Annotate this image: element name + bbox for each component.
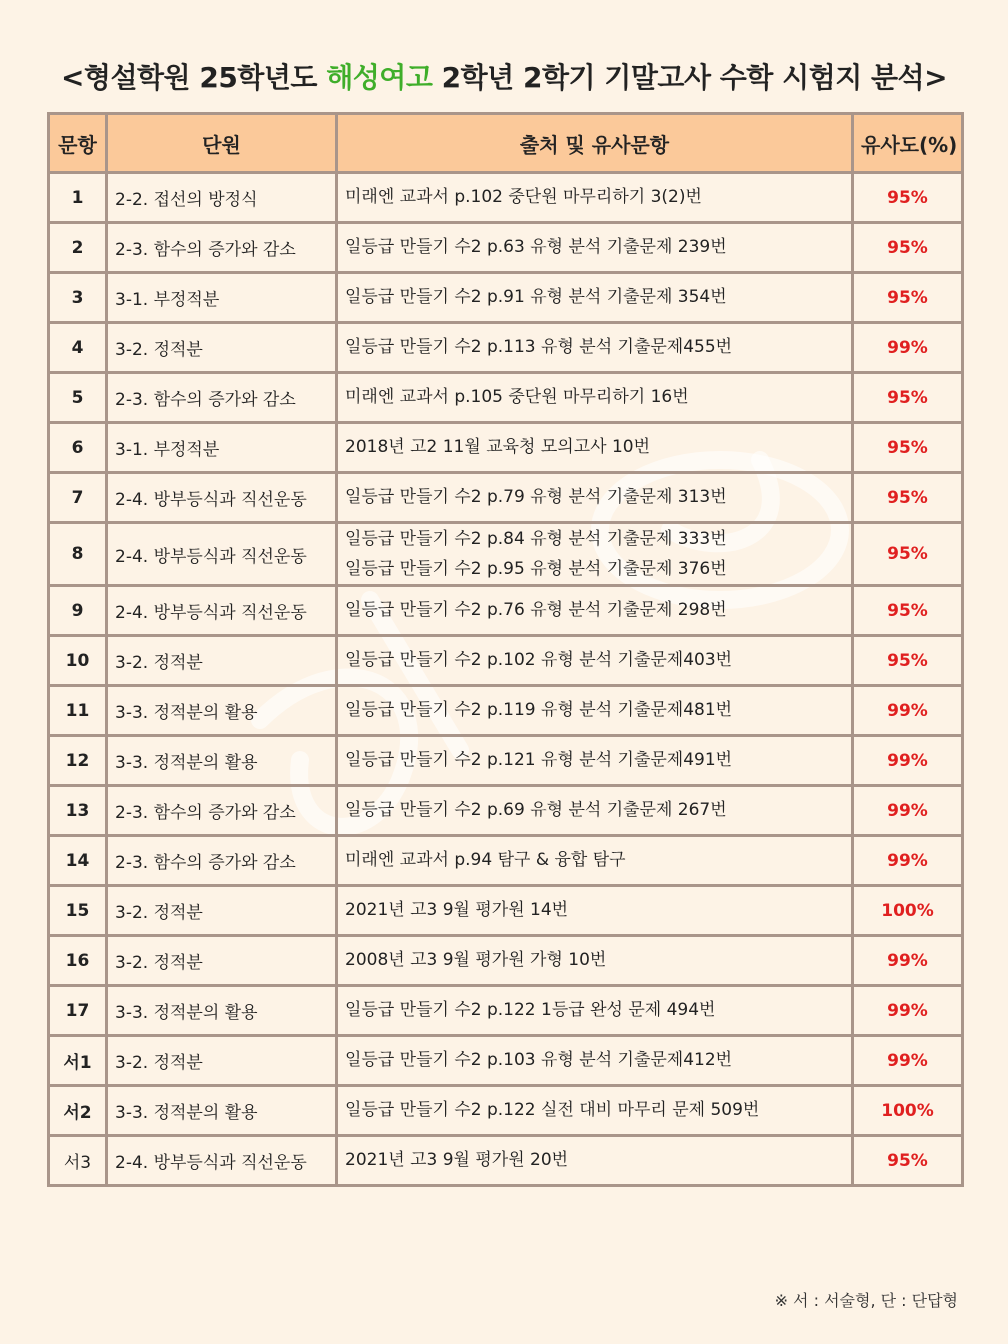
question-number: 서3 [49,1136,107,1186]
title-prefix: <형설학원 25학년도 [60,61,327,94]
table-row [49,173,963,223]
unit-cell: 3-2. 정적분 [107,323,337,373]
question-number: 2 [49,223,107,273]
source-line: 2021년 고3 9월 평가원 14번 [345,900,569,920]
table-row [49,323,963,373]
question-number: 9 [49,586,107,636]
source-cell [337,636,853,686]
source-cell [337,223,853,273]
table-row [49,373,963,423]
unit-cell: 2-3. 함수의 증가와 감소 [107,223,337,273]
header-number: 문항 [49,114,107,173]
unit-cell: 3-3. 정적분의 활용 [107,986,337,1036]
source-cell [337,423,853,473]
source-cell [337,786,853,836]
question-number: 4 [49,323,107,373]
question-number: 16 [49,936,107,986]
unit-cell: 3-3. 정적분의 활용 [107,736,337,786]
similarity-cell: 95% [853,173,963,223]
table-row [49,986,963,1036]
source-cell [337,323,853,373]
source-line: 일등급 만들기 수2 p.103 유형 분석 기출문제412번 [345,1050,733,1070]
source-cell [337,886,853,936]
unit-cell: 3-3. 정적분의 활용 [107,1086,337,1136]
source-line: 일등급 만들기 수2 p.121 유형 분석 기출문제491번 [345,750,733,770]
unit-cell: 2-4. 방부등식과 직선운동 [107,473,337,523]
header-similarity: 유사도(%) [853,114,963,173]
similarity-cell: 99% [853,786,963,836]
question-number: 3 [49,273,107,323]
similarity-cell: 100% [853,1086,963,1136]
source-line: 일등급 만들기 수2 p.122 실전 대비 마무리 문제 509번 [345,1100,760,1120]
source-cell [337,686,853,736]
title-suffix: 2학년 2학기 기말고사 수학 시험지 분석> [432,61,948,94]
source-cell [337,836,853,886]
source-cell [337,523,853,586]
source-cell [337,1036,853,1086]
source-cell [337,736,853,786]
unit-cell: 3-2. 정적분 [107,936,337,986]
question-number: 1 [49,173,107,223]
source-cell [337,986,853,1036]
source-cell [337,473,853,523]
source-cell [337,1136,853,1186]
similarity-cell: 95% [853,586,963,636]
question-number: 15 [49,886,107,936]
source-line: 미래엔 교과서 p.105 중단원 마무리하기 16번 [345,387,689,407]
table-row [49,736,963,786]
unit-cell: 2-4. 방부등식과 직선운동 [107,586,337,636]
title-school-highlight: 해성여고 [326,61,433,94]
table-row [49,1136,963,1186]
unit-cell: 3-2. 정적분 [107,1036,337,1086]
unit-cell: 2-3. 함수의 증가와 감소 [107,373,337,423]
footnote: ※ 서 : 서술형, 단 : 단답형 [774,1291,958,1310]
similarity-cell: 99% [853,936,963,986]
similarity-cell: 99% [853,736,963,786]
table-row [49,786,963,836]
table-row [49,223,963,273]
source-line: 일등급 만들기 수2 p.84 유형 분석 기출문제 333번 [345,529,727,549]
question-number: 13 [49,786,107,836]
unit-cell: 2-4. 방부등식과 직선운동 [107,523,337,586]
source-line: 일등급 만들기 수2 p.91 유형 분석 기출문제 354번 [345,287,727,307]
source-line: 일등급 만들기 수2 p.119 유형 분석 기출문제481번 [345,700,733,720]
similarity-cell: 95% [853,523,963,586]
unit-cell: 3-1. 부정적분 [107,423,337,473]
question-number: 14 [49,836,107,886]
table-row [49,1036,963,1086]
similarity-cell: 95% [853,223,963,273]
unit-cell: 3-2. 정적분 [107,636,337,686]
source-cell [337,936,853,986]
similarity-cell: 99% [853,323,963,373]
table-row [49,886,963,936]
similarity-cell: 95% [853,473,963,523]
table-row [49,636,963,686]
source-cell [337,173,853,223]
source-line: 일등급 만들기 수2 p.95 유형 분석 기출문제 376번 [345,559,727,579]
table-row [49,1086,963,1136]
similarity-cell: 99% [853,686,963,736]
similarity-cell: 95% [853,1136,963,1186]
question-number: 서2 [49,1086,107,1136]
header-unit: 단원 [107,114,337,173]
header-source: 출처 및 유사문항 [337,114,853,173]
source-cell [337,273,853,323]
similarity-cell: 100% [853,886,963,936]
unit-cell: 3-2. 정적분 [107,886,337,936]
similarity-cell: 95% [853,423,963,473]
similarity-cell: 99% [853,986,963,1036]
question-number: 7 [49,473,107,523]
unit-cell: 2-3. 함수의 증가와 감소 [107,836,337,886]
question-number: 12 [49,736,107,786]
table-body [49,173,963,1186]
similarity-cell: 95% [853,636,963,686]
question-number: 10 [49,636,107,686]
source-line: 미래엔 교과서 p.94 탐구 & 융합 탐구 [345,850,626,870]
table-row [49,423,963,473]
source-line: 일등급 만들기 수2 p.76 유형 분석 기출문제 298번 [345,600,727,620]
source-cell [337,1086,853,1136]
source-line: 미래엔 교과서 p.102 중단원 마무리하기 3(2)번 [345,187,702,207]
page-title [0,56,1008,96]
table-row [49,686,963,736]
exam-analysis-table [47,112,964,1187]
source-line: 일등급 만들기 수2 p.122 1등급 완성 문제 494번 [345,1000,716,1020]
source-cell [337,586,853,636]
unit-cell: 3-3. 정적분의 활용 [107,686,337,736]
unit-cell: 3-1. 부정적분 [107,273,337,323]
source-line: 일등급 만들기 수2 p.113 유형 분석 기출문제455번 [345,337,733,357]
source-line: 일등급 만들기 수2 p.79 유형 분석 기출문제 313번 [345,487,727,507]
question-number: 17 [49,986,107,1036]
source-line: 일등급 만들기 수2 p.102 유형 분석 기출문제403번 [345,650,733,670]
unit-cell: 2-4. 방부등식과 직선운동 [107,1136,337,1186]
source-line: 2018년 고2 11월 교육청 모의고사 10번 [345,437,651,457]
unit-cell: 2-2. 접선의 방정식 [107,173,337,223]
similarity-cell: 99% [853,1036,963,1086]
source-cell [337,373,853,423]
question-number: 5 [49,373,107,423]
table-row [49,936,963,986]
source-line: 2008년 고3 9월 평가원 가형 10번 [345,950,607,970]
source-line: 2021년 고3 9월 평가원 20번 [345,1150,569,1170]
similarity-cell: 99% [853,836,963,886]
table-row [49,586,963,636]
table-row [49,273,963,323]
similarity-cell: 95% [853,273,963,323]
table-row [49,523,963,586]
unit-cell: 2-3. 함수의 증가와 감소 [107,786,337,836]
source-line: 일등급 만들기 수2 p.63 유형 분석 기출문제 239번 [345,237,727,257]
question-number: 6 [49,423,107,473]
source-line: 일등급 만들기 수2 p.69 유형 분석 기출문제 267번 [345,800,727,820]
question-number: 서1 [49,1036,107,1086]
similarity-cell: 95% [853,373,963,423]
header-row [49,114,963,173]
question-number: 8 [49,523,107,586]
table-row [49,836,963,886]
table-row [49,473,963,523]
question-number: 11 [49,686,107,736]
